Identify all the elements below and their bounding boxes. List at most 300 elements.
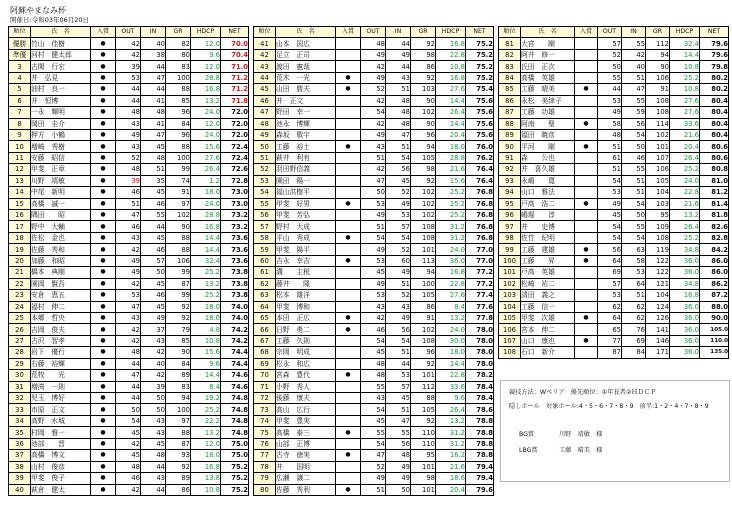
- hdcp-cell: 14.4: [670, 49, 700, 60]
- prize-cell: ●: [91, 129, 116, 140]
- rank-cell: 63: [254, 290, 276, 301]
- prize-cell: ●: [91, 404, 116, 415]
- hdcp-cell: 27.6: [436, 84, 466, 95]
- rank-cell: 83: [499, 61, 521, 72]
- net-cell: 77.8: [466, 312, 494, 323]
- rank-cell: 81: [499, 38, 521, 49]
- table-row: [9, 312, 249, 323]
- competition-notes: [500, 380, 730, 482]
- hdcp-cell: 25.2: [436, 198, 466, 209]
- hdcp-cell: 13.8: [191, 473, 221, 484]
- hdcp-cell: 9.6: [436, 393, 466, 404]
- table-row: [254, 95, 494, 106]
- name-cell: 工藤 昇: [521, 255, 575, 266]
- net-cell: 77.6: [466, 301, 494, 312]
- out-cell: 52: [116, 152, 141, 163]
- out-cell: 65: [598, 324, 622, 335]
- net-cell: 77.2: [466, 278, 494, 289]
- in-cell: 44: [141, 484, 166, 495]
- gr-cell: 106: [646, 72, 670, 83]
- in-cell: 56: [386, 164, 411, 175]
- prize-cell: ●: [575, 118, 598, 129]
- prize-cell: ●: [91, 393, 116, 404]
- net-cell: 75.2: [221, 461, 249, 472]
- gr-cell: 96: [411, 129, 436, 140]
- table-row: [254, 152, 494, 163]
- net-cell: 74.2: [221, 335, 249, 346]
- net-cell: 81.2: [700, 187, 729, 198]
- name-cell: 甲斐 豊実: [276, 415, 336, 426]
- in-cell: 51: [622, 290, 646, 301]
- gr-cell: 96: [166, 107, 191, 118]
- out-cell: 52: [598, 49, 622, 60]
- net-cell: 72.4: [221, 141, 249, 152]
- out-cell: 53: [598, 290, 622, 301]
- rank-cell: 18: [9, 232, 31, 243]
- out-cell: 49: [116, 129, 141, 140]
- net-cell: 81.0: [700, 175, 729, 186]
- net-cell: 79.6: [700, 38, 729, 49]
- table-row: [499, 61, 729, 72]
- table-row: [254, 84, 494, 95]
- prize-cell: [336, 473, 361, 484]
- hdcp-cell: 20.4: [436, 129, 466, 140]
- rank-cell: 55: [254, 198, 276, 209]
- out-cell: 49: [598, 198, 622, 209]
- hdcp-cell: 18.0: [191, 312, 221, 323]
- in-cell: 53: [386, 370, 411, 381]
- rank-cell: 60: [254, 255, 276, 266]
- net-cell: 82.8: [700, 232, 729, 243]
- in-cell: 51: [386, 404, 411, 415]
- table-row: [499, 278, 729, 289]
- prize-cell: [336, 152, 361, 163]
- net-cell: 75.2: [466, 49, 494, 60]
- hdcp-cell: 15.6: [191, 141, 221, 152]
- gr-cell: 84: [166, 118, 191, 129]
- rank-cell: 20: [9, 255, 31, 266]
- rank-cell: 6: [9, 95, 31, 106]
- hdcp-cell: 12.0: [191, 61, 221, 72]
- rank-cell: 24: [9, 301, 31, 312]
- rank-cell: 33: [9, 404, 31, 415]
- gr-cell: 108: [411, 221, 436, 232]
- gr-cell: 102: [646, 129, 670, 140]
- name-cell: 井 弘見: [31, 72, 91, 83]
- rank-cell: 61: [254, 267, 276, 278]
- name-cell: 甲斐 芳弘: [276, 210, 336, 221]
- name-cell: 押方 小鶴: [31, 129, 91, 140]
- net-cell: 75.0: [221, 450, 249, 461]
- table-row: [254, 141, 494, 152]
- prize-cell: ●: [336, 72, 361, 83]
- hdcp-cell: 36.0: [670, 335, 700, 346]
- name-cell: 福村 伸二: [31, 301, 91, 312]
- hdcp-cell: 16.8: [670, 290, 700, 301]
- net-cell: 75.6: [466, 95, 494, 106]
- hdcp-cell: 24.0: [436, 324, 466, 335]
- prize-cell: ●: [336, 141, 361, 152]
- net-cell: 72.6: [221, 164, 249, 175]
- gr-cell: 109: [646, 221, 670, 232]
- rank-cell: 44: [254, 72, 276, 83]
- name-cell: 山田 勝夫: [276, 84, 336, 95]
- prize-cell: [575, 175, 598, 186]
- hdcp-cell: 15.6: [436, 175, 466, 186]
- table-row: [9, 118, 249, 129]
- name-cell: 工藤 功雄: [521, 107, 575, 118]
- in-cell: 58: [622, 255, 646, 266]
- in-cell: 45: [141, 141, 166, 152]
- in-cell: 51: [386, 141, 411, 152]
- hdcp-cell: 26.4: [436, 107, 466, 118]
- rank-cell: 12: [9, 164, 31, 175]
- out-cell: 54: [361, 438, 386, 449]
- name-cell: 古閑 行宏: [31, 61, 91, 72]
- name-cell: 野村 大成: [276, 221, 336, 232]
- gr-cell: 105: [646, 175, 670, 186]
- table-row: [254, 49, 494, 60]
- gr-cell: 171: [646, 347, 670, 358]
- net-cell: 77.2: [466, 267, 494, 278]
- in-cell: 45: [141, 278, 166, 289]
- net-cell: 73.8: [221, 267, 249, 278]
- in-cell: 42: [141, 347, 166, 358]
- net-cell: 76.0: [466, 141, 494, 152]
- hdcp-cell: 18.0: [191, 450, 221, 461]
- header-hdcp: HDCP: [191, 27, 221, 38]
- table-row: [9, 404, 249, 415]
- gr-cell: 96: [411, 347, 436, 358]
- out-cell: 42: [116, 49, 141, 60]
- in-cell: 39: [141, 381, 166, 392]
- prize-cell: ●: [91, 152, 116, 163]
- out-cell: 46: [116, 187, 141, 198]
- gr-cell: 102: [411, 198, 436, 209]
- out-cell: 44: [116, 95, 141, 106]
- out-cell: 50: [598, 61, 622, 72]
- name-cell: 古沢 智孝: [31, 335, 91, 346]
- net-cell: 78.8: [466, 450, 494, 461]
- in-cell: 44: [141, 84, 166, 95]
- gr-cell: 103: [646, 198, 670, 209]
- prize-cell: ●: [336, 198, 361, 209]
- in-cell: 44: [141, 461, 166, 472]
- table-row: [9, 95, 249, 106]
- hdcp-cell: 18.6: [436, 473, 466, 484]
- out-cell: 53: [116, 72, 141, 83]
- prize-cell: [336, 301, 361, 312]
- in-cell: 51: [622, 175, 646, 186]
- prize-cell: [336, 95, 361, 106]
- out-cell: 49: [361, 49, 386, 60]
- name-cell: 佐藤 秀和: [31, 244, 91, 255]
- out-cell: 44: [116, 358, 141, 369]
- gr-cell: 97: [166, 415, 191, 426]
- in-cell: 37: [141, 324, 166, 335]
- gr-cell: 101: [411, 370, 436, 381]
- header-rank: 順位: [9, 27, 31, 38]
- out-cell: 52: [361, 84, 386, 95]
- out-cell: 61: [598, 152, 622, 163]
- out-cell: 57: [598, 278, 622, 289]
- rank-cell: 47: [254, 107, 276, 118]
- gr-cell: 100: [166, 404, 191, 415]
- gr-cell: 80: [166, 49, 191, 60]
- name-cell: 甲斐 俊子: [31, 473, 91, 484]
- in-cell: 45: [386, 175, 411, 186]
- out-cell: 42: [361, 95, 386, 106]
- results-table-2: [253, 26, 494, 496]
- header-gr: GR: [166, 27, 191, 38]
- rank-cell: 102: [499, 278, 521, 289]
- in-cell: 35: [141, 175, 166, 186]
- in-cell: 52: [386, 187, 411, 198]
- gr-cell: 92: [166, 461, 191, 472]
- in-cell: 49: [386, 267, 411, 278]
- rank-cell: 10: [9, 141, 31, 152]
- gr-cell: 96: [166, 129, 191, 140]
- rank-cell: 5: [9, 84, 31, 95]
- hdcp-cell: 9.6: [191, 49, 221, 60]
- hdcp-cell: 13.2: [436, 312, 466, 323]
- prize-cell: ●: [91, 461, 116, 472]
- name-cell: 宮本 伸二: [521, 324, 575, 335]
- hdcp-cell: 27.6: [670, 107, 700, 118]
- name-cell: 松本 雄洋: [276, 290, 336, 301]
- name-cell: 羽田野信義: [276, 164, 336, 175]
- gr-cell: 113: [411, 255, 436, 266]
- hdcp-cell: 16.8: [191, 461, 221, 472]
- hdcp-cell: 33.6: [436, 381, 466, 392]
- prize-cell: ●: [575, 312, 598, 323]
- out-cell: 47: [361, 175, 386, 186]
- header-net: NET: [221, 27, 249, 38]
- rank-cell: 105: [499, 312, 521, 323]
- in-cell: 49: [141, 312, 166, 323]
- in-cell: 38: [141, 49, 166, 60]
- gr-cell: 92: [411, 358, 436, 369]
- net-cell: 71.2: [221, 84, 249, 95]
- rank-cell: 67: [254, 335, 276, 346]
- out-cell: 45: [361, 415, 386, 426]
- gr-cell: 88: [166, 84, 191, 95]
- hdcp-cell: 18.0: [191, 301, 221, 312]
- hdcp-cell: 22.2: [191, 415, 221, 426]
- rank-cell: 99: [499, 244, 521, 255]
- out-cell: 43: [116, 232, 141, 243]
- gr-cell: 90: [646, 61, 670, 72]
- rank-cell: 96: [499, 210, 521, 221]
- net-cell: 82.6: [700, 221, 729, 232]
- hdcp-cell: 15.6: [191, 347, 221, 358]
- table-row: [9, 370, 249, 381]
- rank-cell: 9: [9, 129, 31, 140]
- name-cell: 佐竹 紀明: [521, 232, 575, 243]
- net-cell: 75.2: [466, 72, 494, 83]
- name-cell: 平山 秀成: [276, 232, 336, 243]
- name-cell: 市原 正文: [31, 404, 91, 415]
- out-cell: 43: [116, 141, 141, 152]
- net-cell: 78.6: [466, 404, 494, 415]
- bg-award-label: BG賞: [519, 431, 535, 438]
- in-cell: 76: [622, 324, 646, 335]
- in-cell: 49: [386, 461, 411, 472]
- rank-cell: 65: [254, 312, 276, 323]
- in-cell: 44: [141, 61, 166, 72]
- prize-cell: ●: [336, 84, 361, 95]
- in-cell: 57: [141, 255, 166, 266]
- hdcp-cell: 14.4: [191, 232, 221, 243]
- out-cell: 44: [598, 84, 622, 95]
- table-row: [254, 38, 494, 49]
- net-cell: 87.2: [700, 290, 729, 301]
- out-cell: 64: [598, 255, 622, 266]
- gr-cell: 102: [411, 210, 436, 221]
- net-cell: 76.8: [466, 221, 494, 232]
- gr-cell: 102: [166, 210, 191, 221]
- gr-cell: 86: [411, 301, 436, 312]
- hdcp-cell: 21.6: [436, 164, 466, 175]
- gr-cell: 88: [411, 393, 436, 404]
- in-cell: 63: [622, 244, 646, 255]
- prize-cell: ●: [91, 278, 116, 289]
- net-cell: 80.2: [700, 72, 729, 83]
- table-row: [499, 244, 729, 255]
- gr-cell: 87: [166, 438, 191, 449]
- in-cell: 43: [141, 415, 166, 426]
- table-row: [9, 61, 249, 72]
- in-cell: 44: [386, 358, 411, 369]
- name-cell: 甲斐 次雄: [521, 312, 575, 323]
- net-cell: 90.0: [700, 312, 729, 323]
- out-cell: 54: [598, 175, 622, 186]
- prize-cell: ●: [91, 473, 116, 484]
- hdcp-cell: 18.0: [436, 141, 466, 152]
- hdcp-cell: 32.4: [670, 38, 700, 49]
- name-cell: 本郷 哲央: [31, 312, 91, 323]
- gr-cell: 86: [411, 61, 436, 72]
- name-cell: 松崎 祐二: [521, 278, 575, 289]
- prize-cell: [336, 107, 361, 118]
- table-row: [9, 484, 249, 495]
- net-cell: 84.2: [700, 244, 729, 255]
- gr-cell: 83: [166, 61, 191, 72]
- table-row: [254, 484, 494, 495]
- table-row: [9, 347, 249, 358]
- hdcp-cell: 18.0: [191, 187, 221, 198]
- net-cell: 80.4: [700, 118, 729, 129]
- in-cell: 60: [386, 255, 411, 266]
- prize-cell: ●: [336, 324, 361, 335]
- in-cell: 50: [386, 484, 411, 495]
- table-row: [499, 290, 729, 301]
- table-row: [499, 107, 729, 118]
- rank-cell: 88: [499, 118, 521, 129]
- out-cell: 49: [361, 210, 386, 221]
- prize-cell: [575, 232, 598, 243]
- gr-cell: 106: [166, 255, 191, 266]
- in-cell: 41: [141, 95, 166, 106]
- rank-cell: 21: [9, 267, 31, 278]
- hdcp-cell: 1.2: [191, 175, 221, 186]
- net-cell: 77.0: [466, 255, 494, 266]
- hdcp-cell: 4.8: [191, 324, 221, 335]
- gr-cell: 108: [411, 232, 436, 243]
- rank-cell: 37: [9, 450, 31, 461]
- rank-cell: 89: [499, 129, 521, 140]
- gr-cell: 92: [411, 38, 436, 49]
- out-cell: 55: [361, 427, 386, 438]
- prize-cell: ●: [91, 324, 116, 335]
- in-cell: 56: [622, 118, 646, 129]
- hdcp-cell: 22.8: [670, 187, 700, 198]
- out-cell: 39: [116, 61, 141, 72]
- hdcp-cell: 13.2: [191, 278, 221, 289]
- rank-cell: 26: [9, 324, 31, 335]
- net-cell: 80.6: [700, 152, 729, 163]
- out-cell: 49: [116, 267, 141, 278]
- hdcp-cell: 13.2: [191, 427, 221, 438]
- gr-cell: 85: [166, 335, 191, 346]
- name-cell: 石口 新介: [521, 347, 575, 358]
- out-cell: 42: [361, 61, 386, 72]
- gr-cell: 122: [646, 255, 670, 266]
- name-cell: 永松 美津子: [521, 95, 575, 106]
- table-row: [254, 324, 494, 335]
- rank-cell: 15: [9, 198, 31, 209]
- name-cell: 高野 水城: [31, 415, 91, 426]
- table-row: [9, 38, 249, 49]
- net-cell: 73.6: [221, 255, 249, 266]
- gr-cell: 90: [166, 221, 191, 232]
- gr-cell: 94: [646, 49, 670, 60]
- header-out: OUT: [598, 27, 622, 38]
- in-cell: 46: [141, 198, 166, 209]
- out-cell: 52: [361, 461, 386, 472]
- net-cell: 74.2: [221, 324, 249, 335]
- table-row: [9, 187, 249, 198]
- hdcp-cell: 28.8: [191, 210, 221, 221]
- prize-cell: [575, 278, 598, 289]
- name-cell: 荒木 一光: [276, 72, 336, 83]
- rank-cell: 13: [9, 175, 31, 186]
- hidden-holes: 隠しホール 対象ホール:4・5・6・7・8・9 前半:1・2・4・7・8・9: [509, 403, 709, 410]
- name-cell: 一永 輝明: [31, 107, 91, 118]
- prize-cell: [575, 301, 598, 312]
- rank-cell: 79: [254, 473, 276, 484]
- net-cell: 75.2: [466, 38, 494, 49]
- hdcp-cell: 22.8: [436, 49, 466, 60]
- rank-cell: 31: [9, 381, 31, 392]
- net-cell: 72.0: [221, 118, 249, 129]
- name-cell: 井 喜久雄: [521, 164, 575, 175]
- net-cell: 77.4: [466, 290, 494, 301]
- prize-cell: [575, 221, 598, 232]
- in-cell: 57: [386, 381, 411, 392]
- header-name: 氏 名: [276, 27, 336, 38]
- name-cell: 野中 大輔: [31, 221, 91, 232]
- prize-cell: ●: [91, 347, 116, 358]
- net-cell: 73.6: [221, 232, 249, 243]
- table-row: [9, 267, 249, 278]
- rank-cell: 78: [254, 461, 276, 472]
- prize-cell: [336, 118, 361, 129]
- out-cell: 77: [598, 335, 622, 346]
- prize-cell: [336, 61, 361, 72]
- name-cell: 高橋 英雄: [521, 72, 575, 83]
- gr-cell: 88: [166, 232, 191, 243]
